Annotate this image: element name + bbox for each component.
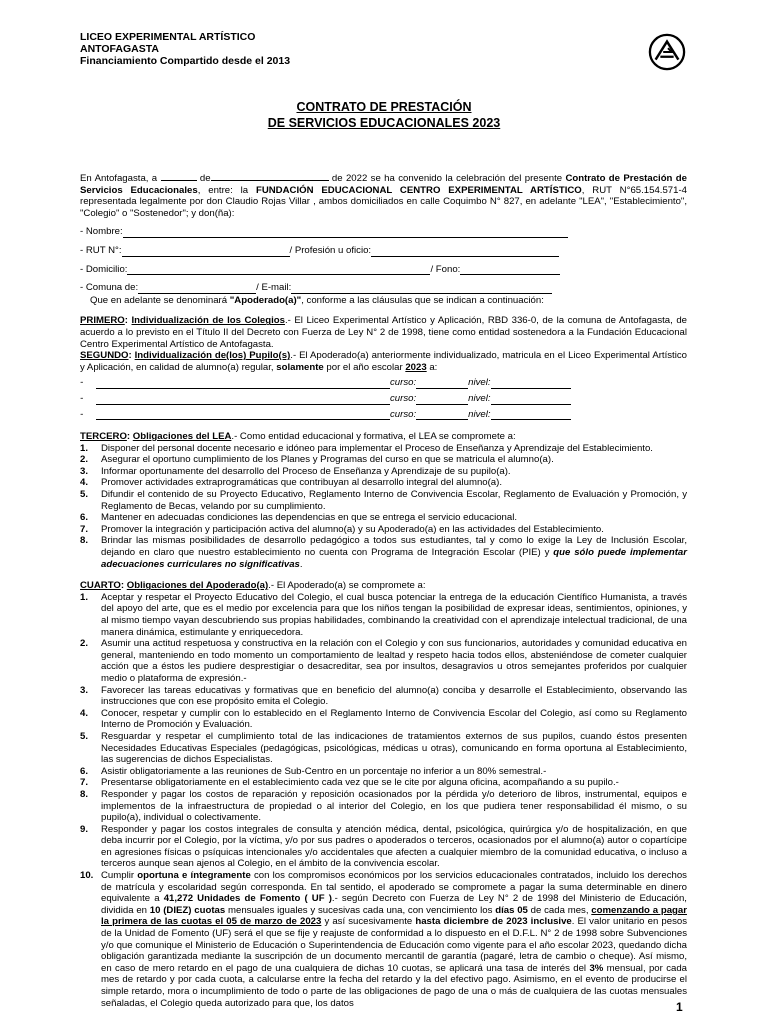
- cuarto-item: [80, 731, 687, 766]
- item-number: 6.: [80, 512, 89, 524]
- nombre-row: [80, 226, 687, 238]
- student-dash: -: [80, 377, 84, 389]
- tercero-list: [80, 443, 687, 536]
- tercero-item: [80, 466, 687, 478]
- student-row: [80, 377, 687, 389]
- item-text: Asegurar el oportuno cumplimiento de los Planes y Programas del curso en que se matricula el alumno(a).: [101, 454, 554, 466]
- item-10-text: y así sucesivamente: [321, 916, 416, 928]
- item-10-bold: 41,272 Unidades de Fomento ( UF ): [163, 893, 332, 905]
- item-10-bold: días 05: [495, 904, 528, 916]
- item-8-text: .: [299, 558, 303, 570]
- item-number: 8.: [80, 535, 89, 547]
- domicilio-label: - Domicilio:: [80, 263, 128, 275]
- item-text: Difundir el contenido de su Proyecto Educativo, Reglamento Interno de Convivencia Escolar, Reglamento de Evaluación y Promoción, y Reglamento de Becas, velando por su cumplimiento.: [101, 489, 687, 512]
- day-blank[interactable]: [161, 170, 197, 181]
- comuna-row: [80, 282, 687, 294]
- cuarto-item: [80, 824, 687, 870]
- tercero-item: [80, 512, 687, 524]
- item-number: 6.: [80, 765, 89, 777]
- school-logo-icon: [648, 33, 686, 71]
- comuna-label: - Comuna de:: [80, 282, 139, 294]
- item-text: Promover actividades extraprogramáticas que contribuyan al desarrollo integral del alumno(a).: [101, 477, 503, 489]
- school-subtitle: Financiamiento Compartido desde el 2013: [80, 55, 291, 67]
- item-text: Presentarse obligatoriamente en el establecimiento cada vez que se le cite por alguna oficina, acompañando a su pupilo.-: [101, 777, 619, 789]
- item-number: 10.: [80, 870, 94, 882]
- item-number: 4.: [80, 707, 89, 719]
- segundo-heading: Individualización de(los) Pupilo(s): [134, 350, 291, 362]
- item-text: [101, 870, 687, 1009]
- student-row: [80, 393, 687, 405]
- item-10-bold: 10 (DIEZ) cuotas: [149, 904, 226, 916]
- email-label: / E-mail:: [256, 282, 292, 294]
- item-10-text: Cumplir: [101, 870, 138, 882]
- segundo-label: SEGUNDO: [80, 350, 129, 362]
- item-number: 5.: [80, 489, 89, 501]
- curso-label: curso:: [390, 408, 417, 420]
- item-number: 2.: [80, 454, 89, 466]
- item-10-bold: comenzando a pagar la primera de las cuotas el 05 de marzo de 2023: [101, 904, 687, 928]
- item-10-text: con los compromisos económicos por los servicios educacionales contratados, incluido los derechos de matrícula y escolaridad según corresponda. En tal sentido, el apoderado se compromete a pagar la suma determinable en dinero equivalente a: [101, 870, 687, 905]
- item-text: Asistir obligatoriamente a las reuniones de Sub-Centro en un porcentaje no inferior a un 80% semestral.-: [101, 765, 547, 777]
- item-text: Informar oportunamente del desarrollo del Proceso de Enseñanza y Aprendizaje de su pupilo(a).: [101, 465, 511, 477]
- nombre-field[interactable]: [123, 227, 568, 238]
- tercero-item: [80, 454, 687, 466]
- primero-text: .- El Liceo Experimental Artístico y Aplicación, RBD 336-0, de la comuna de Antofagasta, de acuerdo a lo previsto en el Título II del Decreto con Fuerza de Ley N° 2 de 1998, tiene como entidad sostenedora a la Fundación Educacional Centro Experimental Artístico de Antofagasta.: [80, 315, 687, 350]
- school-header: [80, 31, 290, 67]
- item-text: Conocer, respetar y cumplir con lo establecido en el Reglamento Interno de Convivencia Escolar del Colegio, así como su Reglamento Interno de Promoción y Evaluación.: [101, 707, 687, 731]
- item-number: 9.: [80, 823, 89, 835]
- apoderado-paragraph: [90, 295, 687, 307]
- item-text: Aceptar y respetar el Proyecto Educativo del Colegio, el cual busca potenciar la entrega de la educación Científico Humanista, a través del apoyo del arte, que es el medio por excelencia para que los niños tengan la posibilidad de expresar ideas, sentimientos, opiniones, y al mismo tiempo vayan descubriendo sus propias habilidades, combinando la creatividad con el aprendizaje intelectual tradicional, de una manera dinámica, estimulante y enriquecedora.: [101, 591, 687, 638]
- student-dash: -: [80, 408, 84, 420]
- item-number: 8.: [80, 788, 89, 800]
- item-10-text: de cada mes,: [527, 904, 592, 916]
- student-row: [80, 409, 687, 421]
- apoderado-text: Que en adelante se denominará: [90, 294, 230, 306]
- student-name-field[interactable]: [96, 394, 390, 405]
- nombre-label: - Nombre:: [80, 226, 123, 238]
- school-name: LICEO EXPERIMENTAL ARTÍSTICO: [80, 31, 256, 43]
- email-field[interactable]: [291, 283, 552, 294]
- nivel-field[interactable]: [491, 394, 571, 405]
- rut-label: - RUT N°:: [80, 244, 122, 256]
- apoderado-term: "Apoderado(a)": [229, 294, 302, 306]
- item-text: Responder y pagar los costos integrales de consulta y atención médica, dental, psicológica, quirúrgica y/o de hospitalización, en que deba incurrir por el Colegio, por la víctima, y/o por sus padres o apoderados o terceros, ocasionados por el alumno(a) autor o copartícipe en agresiones físicas o psíquicas intencionales y/o accidentales que afecten a cualquier miembro de la comunidad educativa, o incluso a terceros aunque sean ajenos al Colegio, en el ámbito de la convivencia escolar.: [101, 823, 687, 870]
- intro-paragraph: [80, 170, 687, 219]
- item-10-bold: hasta diciembre de 2023 inclusive: [415, 916, 572, 928]
- profesion-label: / Profesión u oficio:: [289, 244, 372, 256]
- cuarto-clause: CUARTO: Obligaciones del Apoderado(a).- El Apoderado(a) se compromete a:: [80, 580, 426, 592]
- intro-text: , RUT N°65.154.571-4 representada legalmente por don Claudio Rojas Villar , ambos domiciliados en calle Coquimbo N° 827, en adelante "LEA", "Establecimiento", "Colegio" o "Sostenedor"; y don(ña):: [80, 184, 687, 219]
- item-text: Favorecer las tareas educativas y formativas que en beneficio del alumno(a) conciba y desarrolle el Establecimiento, observando las instrucciones que con ese propósito emita el Colegio.: [101, 684, 687, 708]
- cuarto-item: [80, 777, 687, 789]
- curso-field[interactable]: [416, 394, 468, 405]
- segundo-solamente: solamente: [276, 361, 324, 373]
- item-number: 2.: [80, 638, 89, 650]
- item-text: Responder y pagar los costos de reparación y reposición ocasionados por la pérdida y/o deterioro de libros, instrumental, equipos e implementos de la infraestructura de propiedad o al interior del Colegio, en los que pudiera tener responsabilidad él mismo, o su pupilo(a), individual o colectivamente.: [101, 788, 687, 824]
- curso-field[interactable]: [416, 409, 468, 420]
- school-year: 2023: [405, 361, 427, 373]
- item-number: 5.: [80, 730, 89, 742]
- intro-text: , entre: la: [197, 184, 256, 196]
- tercero-item: [80, 443, 687, 455]
- nivel-field[interactable]: [491, 378, 571, 389]
- primero-clause: PRIMERO: Individualización de los Colegios.- El Liceo Experimental Artístico y Aplicación, RBD 336-0, de la comuna de Antofagasta, de acuerdo a lo previsto en el Título II del Decreto con Fuerza de Ley N° 2 de 1998, tiene como entidad sostenedora a la Fundación Educacional Centro Experimental Artístico de Antofagasta.: [80, 315, 687, 350]
- month-blank[interactable]: [211, 170, 329, 181]
- curso-label: curso:: [390, 392, 417, 404]
- item-10-text: .- según Decreto con Fuerza de Ley N° 2 de 1998 del Ministerio de Educación, dividida en: [101, 893, 687, 916]
- item-10-text: mensuales iguales y sucesivas cada una, con vencimiento los: [225, 904, 496, 916]
- item-number: 3.: [80, 465, 89, 477]
- curso-field[interactable]: [416, 378, 468, 389]
- cuarto-item: [80, 708, 687, 731]
- item-10-text: . El valor unitario en pesos de la Unidad de Fomento (UF) será el que se fije y reajuste de conformidad a lo dispuesto en el D.F.L. N° 2 de 1998 sobre Subvenciones y/o que comunique el Ministerio de Educación o Superintendencia de Educación como vigente para el año escolar 2023, quedando dicha obligación garantizada mediante la suscripción de un documento mercantil de garantía (pagaré, letra de cambio o cheque). Así mismo, en caso de mero retardo en el pago de una cualquiera de dichas 10 cuotas, se aplicará una tasa de interés del: [101, 916, 687, 974]
- cuarto-item-10: [80, 870, 687, 1009]
- apoderado-text: , conforme a las cláusulas que se indican a continuación:: [301, 294, 544, 306]
- tercero-item: [80, 489, 687, 512]
- rut-row: [80, 245, 687, 257]
- segundo-text: a:: [426, 361, 438, 373]
- document-title: [0, 99, 768, 131]
- nivel-label: nivel:: [468, 408, 491, 420]
- segundo-text: .- El Apoderado(a) anteriormente individualizado, matricula en el Liceo Experimental Artístico y Aplicación, en calidad de alumno(a) regular,: [80, 350, 687, 373]
- domicilio-field[interactable]: [127, 264, 430, 275]
- school-city: ANTOFAGASTA: [80, 43, 159, 55]
- title-line-1: CONTRATO DE PRESTACIÓN: [296, 100, 472, 114]
- foundation-name: FUNDACIÓN EDUCACIONAL CENTRO EXPERIMENTAL ARTÍSTICO: [255, 184, 582, 196]
- contract-name: Contrato de Prestación de Servicios Educacionales: [80, 173, 687, 196]
- tercero-label: TERCERO: [80, 431, 127, 443]
- cuarto-list: [80, 592, 687, 870]
- item-number: 1.: [80, 442, 89, 454]
- item-text: Mantener en adecuadas condiciones las dependencias en que se entrega el servicio educacional.: [101, 512, 518, 524]
- item-text: [101, 535, 687, 570]
- comuna-field[interactable]: [138, 283, 256, 294]
- primero-heading: Individualización de los Colegios: [131, 315, 285, 327]
- cuarto-heading: Obligaciones del Apoderado(a): [126, 580, 269, 592]
- nivel-label: nivel:: [468, 377, 491, 389]
- item-10-text: mensual, por cada mes de retardo y por cada cuota, a calcularse entre la fecha del retardo y la del efectivo pago. Asimismo, en el evento de producirse el simple retardo, mora o incumplimiento de todo o parte de las obligaciones de pago de una o más de cualquiera de las cuotas mensuales señaladas, el Colegio queda autorizado para que, los datos: [101, 962, 688, 1009]
- tercero-heading: Obligaciones del LEA: [132, 431, 232, 443]
- primero-label: PRIMERO: [80, 315, 125, 327]
- tercero-item-8: [80, 535, 687, 570]
- domicilio-row: [80, 264, 687, 276]
- cuarto-intro: .- El Apoderado(a) se compromete a:: [268, 580, 426, 592]
- item-number: 4.: [80, 477, 89, 489]
- cuarto-item: [80, 789, 687, 824]
- tercero-item: [80, 524, 687, 536]
- item-10-bold: oportuna e íntegramente: [137, 870, 251, 882]
- item-number: 3.: [80, 684, 89, 696]
- cuarto-label: CUARTO: [80, 580, 121, 592]
- title-line-2: DE SERVICIOS EDUCACIONALES 2023: [267, 116, 501, 130]
- item-8-text: Brindar las mismas posibilidades de desarrollo pedagógico a todos sus estudiantes, tal y como lo exige la Ley de Inclusión Escolar, dejando en claro que nuestro establecimiento no cuenta con Programa de Integración Escolar (PIE) y: [101, 535, 687, 559]
- nivel-label: nivel:: [468, 392, 491, 404]
- item-text: Resguardar y respetar el cumplimiento total de las indicaciones de tratamientos externos de sus pupilos, cuando éstos presenten Necesidades Educativas Especiales (pedagógicas, psicológicas, médicas u otras), comunicando en forma oportuna al Establecimiento, las sugerencias de dichos Especialistas.: [101, 730, 687, 766]
- item-text: Promover la integración y participación activa del alumno(a) y su Apoderado(a) en las actividades del Establecimiento.: [101, 523, 604, 535]
- page-number: 1: [676, 1000, 683, 1014]
- fono-label: / Fono:: [430, 263, 461, 275]
- item-text: Asumir una actitud respetuosa y constructiva en la relación con el Colegio y con sus funcionarios, autoridades y comunidad educativa en general, manteniendo en todo momento un comportamiento de lealtad y respeto hacia todos ellos, absteniéndose de cometer cualquier acción que a éstos les pudiere desprestigiar o desacreditar, sea por insultos, desagravios u otros semejantes proferidos por cualquier medio o plataforma de expresión.-: [101, 638, 687, 684]
- rut-field[interactable]: [122, 246, 290, 257]
- curso-label: curso:: [390, 377, 417, 389]
- item-number: 7.: [80, 523, 89, 535]
- nivel-field[interactable]: [491, 409, 571, 420]
- intro-text: En Antofagasta, a: [80, 173, 161, 184]
- profesion-field[interactable]: [371, 246, 559, 257]
- tercero-clause: TERCERO: Obligaciones del LEA.- Como entidad educacional y formativa, el LEA se compromete a:: [80, 431, 516, 443]
- item-text: Disponer del personal docente necesario e idóneo para implementar el Proceso de Enseñanza y Aprendizaje del Establecimiento.: [101, 442, 653, 454]
- segundo-clause: SEGUNDO: Individualización de(los) Pupilo(s).- El Apoderado(a) anteriormente individualizado, matricula en el Liceo Experimental Artístico y Aplicación, en calidad de alumno(a) regular, solamente por el año escolar 2023 a:: [80, 350, 687, 373]
- fono-field[interactable]: [460, 264, 560, 275]
- item-10-bold: 3%: [589, 962, 604, 974]
- item-number: 1.: [80, 591, 89, 603]
- student-dash: -: [80, 392, 84, 404]
- intro-text: de 2022 se ha convenido la celebración del presente: [328, 173, 566, 184]
- segundo-text: por el año escolar: [323, 361, 406, 373]
- item-8-emphasis: que sólo puede implementar adecuaciones curriculares no significativas: [101, 547, 687, 570]
- item-number: 7.: [80, 777, 89, 789]
- cuarto-item: [80, 638, 687, 684]
- tercero-item: [80, 477, 687, 489]
- cuarto-item: [80, 766, 687, 778]
- cuarto-item: [80, 592, 687, 638]
- cuarto-item: [80, 685, 687, 708]
- tercero-intro: .- Como entidad educacional y formativa, el LEA se compromete a:: [231, 431, 516, 443]
- intro-text: de: [196, 173, 211, 184]
- contract-body: [80, 170, 687, 1009]
- student-name-field[interactable]: [96, 409, 390, 420]
- student-name-field[interactable]: [96, 378, 390, 389]
